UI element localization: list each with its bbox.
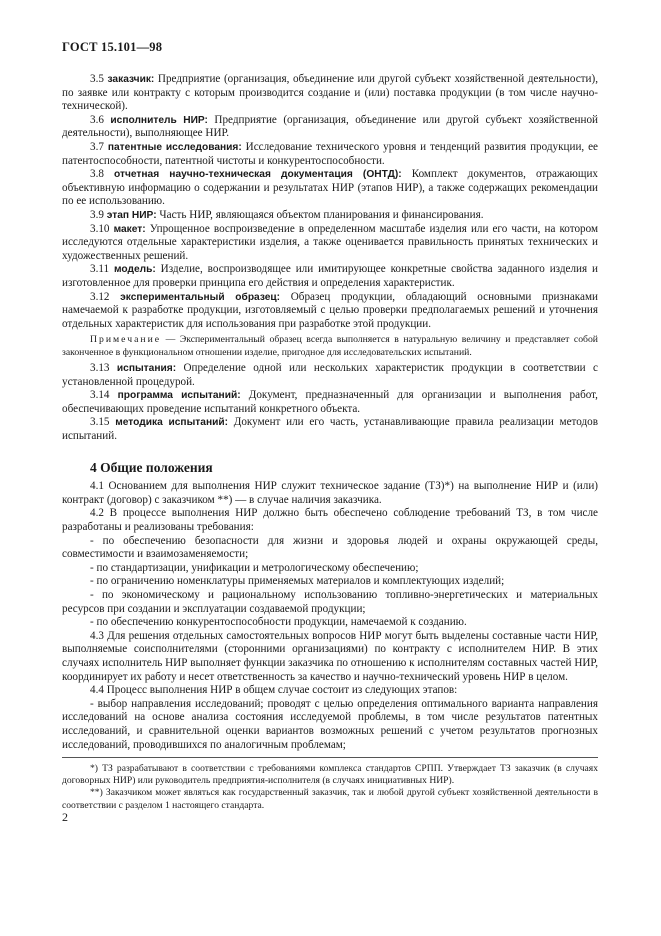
paragraph-4-2: 4.2 В процессе выполнения НИР должно быть обеспечено соблюдение требований ТЗ, в том числе разработаны и реализованы требования: <box>62 507 598 534</box>
definition-3-11: 3.11 модель: Изделие, воспроизводящее или имитирующее конкретные свойства заданного изделия и изготовленное для проверки принципа его действия и определения характеристик. <box>62 263 598 289</box>
footnote-1: *) ТЗ разрабатывают в соответствии с требованиями комплекса стандартов СРПП. Утверждает ТЗ заказчик (в случаях договорных НИР) или руководитель предприятия-исполнителя (в случаях инициативных НИР). <box>62 763 598 787</box>
term: заказчик: <box>107 74 155 85</box>
term: методика испытаний: <box>115 417 229 429</box>
definition-3-6: 3.6 исполнитель НИР: Предприятие (организация, объединение или другой субъект хозяйственной деятельности), выполняющее НИР. <box>62 113 598 140</box>
paragraph-4-4-item: - выбор направления исследований; проводят с целью определения оптимального варианта направления исследований на основе анализа состояния исследуемой проблемы, в том числе результатов патентных исследований, и сравнительной оценки вариантов возможных решений с учетом результатов прогнозных исследований, проводившихся по аналогичным проблемам; <box>62 697 598 751</box>
term: модель: <box>114 264 156 276</box>
term: программа испытаний: <box>117 390 241 402</box>
term: макет: <box>113 223 146 235</box>
list-item: - по экономическому и рациональному использованию топливно-энергетических и материальных ресурсов при создании и эксплуатации создаваемой продукции; <box>62 589 598 615</box>
page-number: 2 <box>62 810 68 824</box>
term: этап НИР: <box>106 209 157 221</box>
definition-3-9: 3.9 этап НИР: Часть НИР, являющаяся объектом планирования и финансирования. <box>90 208 484 221</box>
term: исполнитель НИР: <box>110 114 208 126</box>
note-text: — Экспериментальный образец всегда выполняется в натуральную величину и представляет собой законченное в функциональном отношении изделие, пригодное для исследовательских испытаний. <box>62 334 598 358</box>
definition-3-5: 3.5 заказчик: Предприятие (организация, объединение или другой субъект хозяйственной деятельности), по заявке или контракту с которым производится создание и (или) поставка продукции (в том числе научно-технической). <box>62 73 598 113</box>
list-item: - по стандартизации, унификации и метрологическому обеспечению; <box>90 561 419 574</box>
note <box>62 334 598 359</box>
definition-3-14: 3.14 программа испытаний: Документ, предназначенный для организации и выполнения работ, обеспечивающих проведение испытаний конкретного объекта. <box>62 389 598 415</box>
definition-3-8: 3.8 отчетная научно-техническая документация (ОНТД): Комплект документов, отражающих объективную информацию о содержании и результатах НИР (этапов НИР), а также содержащих рекомендации по ее использованию. <box>62 168 598 208</box>
term: отчетная научно-техническая документация (ОНТД): <box>114 169 402 181</box>
footnote-2: **) Заказчиком может являться как государственный заказчик, так и любой другой субъект хозяйственной деятельности в соответствии с разделом 1 настоящего стандарта. <box>62 787 598 811</box>
definition-3-10: 3.10 макет: Упрощенное воспроизведение в определенном масштабе изделия или его части, на котором исследуются отдельные характеристики изделия, а также оценивается правильность принятых технических и художественных решений. <box>62 222 598 262</box>
term: патентные исследования: <box>107 141 242 153</box>
note-label: Примечание <box>90 334 162 346</box>
page-body <box>62 73 598 752</box>
list-item: - по обеспечению безопасности для жизни и здоровья людей и охраны окружающей среды, совместимости и взаимозаменяемости; <box>62 534 598 561</box>
list-item: - по ограничению номенклатуры применяемых материалов и комплектующих изделий; <box>90 575 505 588</box>
list-item: - по обеспечению конкурентоспособности продукции, намечаемой к созданию. <box>90 616 467 629</box>
definition-3-15: 3.15 методика испытаний: Документ или его часть, устанавливающие правила реализации методов испытаний. <box>62 416 598 443</box>
paragraph-4-3: 4.3 Для решения отдельных самостоятельных вопросов НИР могут быть выделены составные части НИР, выполняемые соисполнителями (сторонними организациями) по контракту с исполнителем НИР. В этих случаях исполнитель НИР выполняет функции заказчика по отношению к исполнителям составных частей НИР, координирует их работу и несет ответственность за качество и научно-технический уровень НИР в целом. <box>62 629 598 683</box>
paragraph-4-4: 4.4 Процесс выполнения НИР в общем случае состоит из следующих этапов: <box>90 684 458 697</box>
footnotes <box>62 757 598 812</box>
section-heading: 4 Общие положения <box>90 459 213 475</box>
definition-3-12: 3.12 экспериментальный образец: Образец продукции, обладающий основными признаками намечаемой к разработке продукции, изготовляемый с целью проверки предполагаемых решений и уточнения отдельных характеристик для использования при разработке этой продукции. <box>62 290 598 330</box>
definition-3-7: 3.7 патентные исследования: Исследование технического уровня и тенденций развития продукции, ее патентоспособности, патентной чистоты и конкурентоспособности. <box>62 140 598 167</box>
definition-3-13: 3.13 испытания: Определение одной или нескольких характеристик продукции в соответствии с установленной процедурой. <box>62 362 598 388</box>
term: испытания: <box>116 363 177 375</box>
term: экспериментальный образец: <box>120 291 281 303</box>
paragraph-4-1: 4.1 Основанием для выполнения НИР служит техническое задание (ТЗ)*) на выполнение НИР и (или) контракт (договор) с заказчиком **) — в случае наличия заказчика. <box>62 480 598 506</box>
document-header: ГОСТ 15.101—98 <box>62 40 163 54</box>
